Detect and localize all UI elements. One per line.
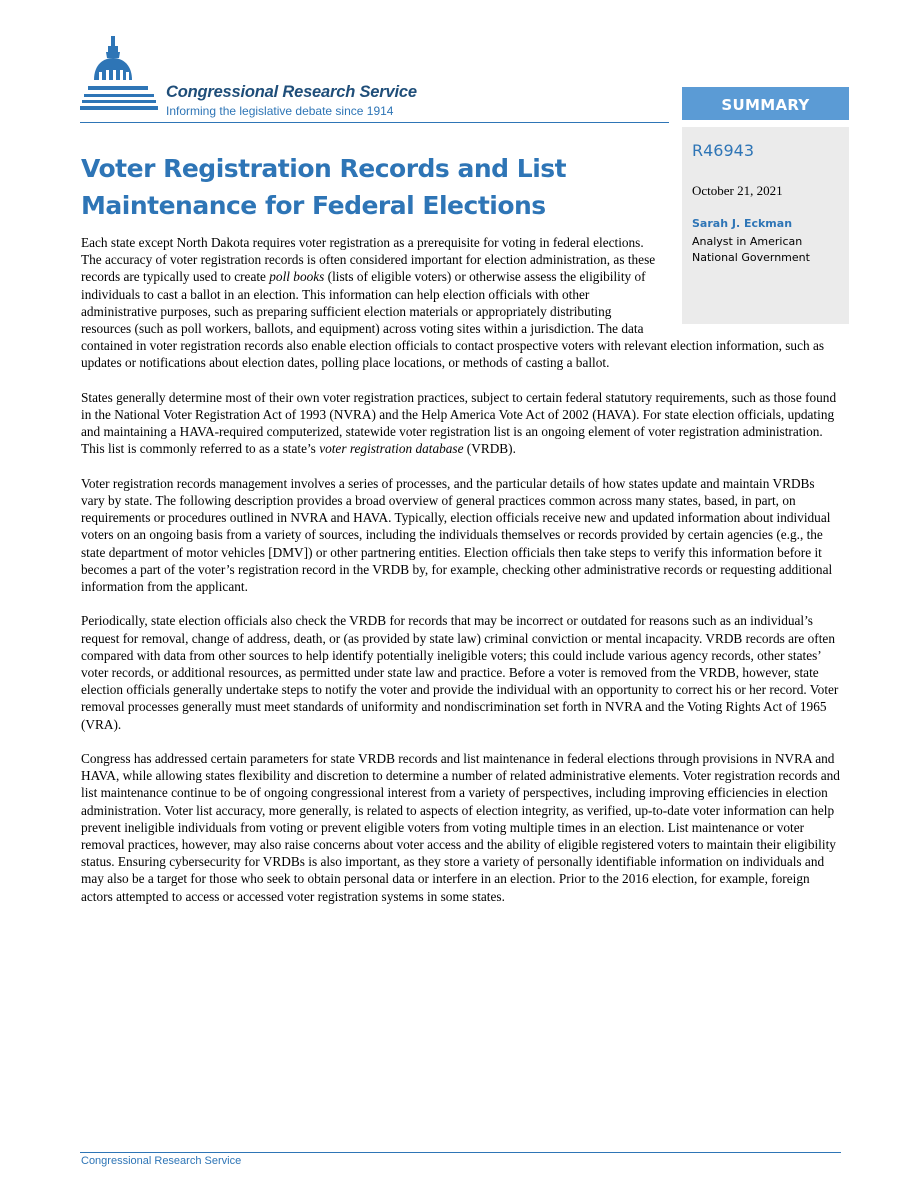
author-name: Sarah J. Eckman	[692, 217, 793, 230]
paragraph-2-text-a: States generally determine most of their own voter registration practices, subject to certain federal statutory requirements, such as those found in the National Voter Registration Act of 1993 (NVRA) and the Help America Vote Act of 2002 (HAVA). For state election officials, updating and maintaining a HAVA-required computerized, statewide voter registration list is an ongoing element of voter registration administration. This list is commonly referred to as a state’s	[81, 389, 837, 457]
paragraph-2-text-b: (VRDB).	[463, 441, 516, 457]
footer-divider	[80, 1152, 841, 1153]
org-tagline: Informing the legislative debate since 1914	[166, 104, 394, 118]
term-vrdb: voter registration database	[319, 441, 464, 457]
author-title: Analyst in American National Government	[692, 235, 810, 264]
document-title: Voter Registration Records and List Maintenance for Federal Elections	[81, 154, 567, 220]
sidebar-spacer	[658, 234, 841, 329]
paragraph-2	[81, 389, 841, 458]
header-divider	[80, 122, 669, 123]
summary-body	[81, 234, 841, 922]
term-poll-books: poll books	[269, 269, 325, 285]
paragraph-5: Congress has addressed certain parameters for state VRDB records and list maintenance in federal elections through provisions in NVRA and HAVA, while allowing states flexibility and discretion to determine a number of related administrative elements. Voter registration records and list maintenance continue to be of ongoing congressional interest from a variety of perspectives, including improving efficiencies in election administration. Voter list accuracy, more generally, is related to aspects of election integrity, as verified, up-to-date voter information can help prevent ineligible individuals from voting or prevent eligible voters from voting multiple times in an election. List maintenance or voter removal practices, however, may also raise concerns about voter access and the ability of eligible registered voters to maintain their eligibility status. Ensuring cybersecurity for VRDBs is also important, as they store a variety of personally identifiable information on individuals and may also be a target for those who seek to obtain personal data or interfere in an election. Prior to the 2016 election, for example, foreign actors attempted to access or accessed voter registration systems in some states.	[81, 751, 840, 904]
paragraph-1-text-b: (lists of eligible voters) or otherwise assess the eligibility of individuals to cast a ballot in an election. This information can help election officials with other administrative purposes, such as preparing sufficient election materials or appropriately distributing resources (such as poll workers, ballots, and equipment) across voting sites within a jurisdiction. The data contained in voter registration records also enable election officials to contact prospective voters with relevant election information, such as updates or notifications about election dates, polling place locations, or methods of casting a ballot.	[81, 269, 825, 371]
footer-org-name: Congressional Research Service	[81, 1155, 242, 1167]
paragraph-1-text-a: Each state except North Dakota requires voter registration as a prerequisite for voting in federal elections. The accuracy of voter registration records is often considered important for election administration, as these records are typically used to create	[81, 235, 656, 285]
org-name: Congressional Research Service	[166, 83, 417, 101]
paragraph-3: Voter registration records management involves a series of processes, and the particular details of how states update and maintain VRDBs vary by state. The following description provides a broad overview of general practices common across many states, based, in part, on requirements or procedures outlined in NVRA and HAVA. Typically, election officials receive new and updated information about individual voters on an ongoing basis from a variety of sources, including the individuals themselves or records provided by certain agencies (e.g., the state department of motor vehicles [DMV]) or other partnering entities. Election officials then take steps to verify this information before it becomes a part of the voter’s registration record in the VRDB by, for example, checking other administrative records or requesting additional information from the applicant.	[81, 475, 833, 595]
summary-heading: SUMMARY	[721, 96, 810, 114]
report-number: R46943	[692, 141, 755, 160]
summary-heading-bar	[682, 87, 849, 120]
paragraph-4: Periodically, state election officials also check the VRDB for records that may be incorrect or outdated for reasons such as an individual’s request for removal, change of address, death, or (as provided by state law) criminal conviction or mental incapacity. VRDB records are often compared with data from other sources to help identify potentially ineligible voters; this could include various agency records, other states’ voter records, or additional resources, as permitted under state law and practice. Before a voter is removed from the VRDB, however, state election officials generally undertake steps to notify the voter and provide the individual with an opportunity to correct his or her record. Voter removal processes generally must meet standards of uniformity and nondiscrimination set forth in NVRA and the Voting Rights Act of 1965 (VRA).	[81, 613, 839, 732]
capitol-dome-icon	[80, 32, 160, 122]
report-date: October 21, 2021	[692, 183, 783, 198]
